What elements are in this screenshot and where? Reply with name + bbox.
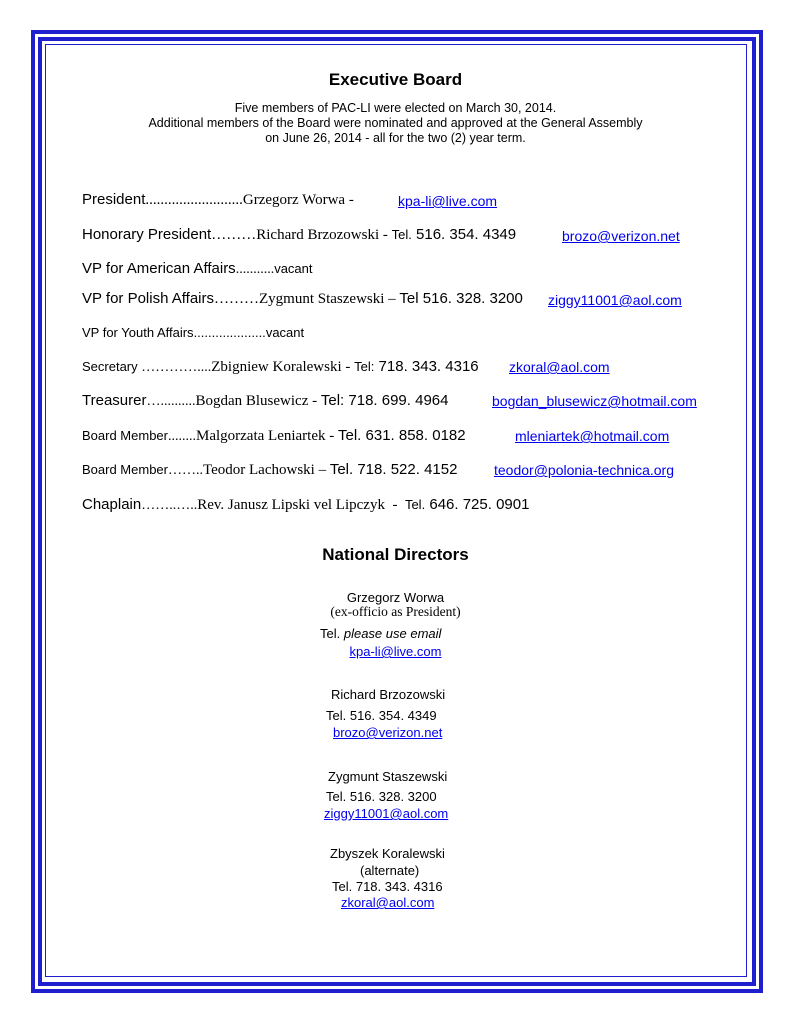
- role-label: Board Member: [82, 428, 168, 443]
- intro-line-2: Additional members of the Board were nominated and approved at the General Assembly: [148, 116, 643, 130]
- separator: -: [325, 428, 338, 444]
- director-4-email-link[interactable]: zkoral@aol.com: [341, 895, 435, 910]
- role-dots: ........: [167, 429, 196, 444]
- tel-label: Tel.: [320, 626, 344, 641]
- member-name: Grzegorz Worwa: [242, 192, 346, 208]
- role-label: Board Member: [82, 462, 168, 477]
- email-link-vp-polish[interactable]: ziggy11001@aol.com: [548, 292, 682, 308]
- director-1-name: Grzegorz Worwa: [346, 590, 445, 605]
- separator: -: [384, 497, 405, 513]
- member-name: vacant: [274, 261, 313, 276]
- tel-number: 718. 343. 4316: [374, 358, 479, 375]
- director-4-tel: Tel. 718. 343. 4316: [332, 879, 443, 894]
- role-dots: ………: [214, 291, 260, 307]
- role-label: Honorary President: [82, 226, 212, 243]
- director-3-name: Zygmunt Staszewski: [328, 769, 448, 784]
- tel-label: Tel:: [354, 359, 375, 374]
- intro-line-3: on June 26, 2014 - all for the two (2) year term.: [265, 131, 526, 145]
- member-name: Bogdan Blusewicz: [195, 393, 309, 409]
- director-2-name: Richard Brzozowski: [331, 687, 446, 702]
- tel-label: Tel.: [338, 427, 362, 444]
- director-3-tel: Tel. 516. 328. 3200: [326, 789, 437, 804]
- member-name: Teodor Lachowski: [202, 462, 315, 478]
- director-4-note: (alternate): [360, 863, 420, 878]
- tel-label: Tel.: [329, 461, 354, 478]
- role-label: Secretary: [82, 359, 142, 374]
- director-1-note: (ex-officio as President): [330, 604, 461, 619]
- role-dots: ....................: [193, 325, 266, 340]
- separator: –: [384, 291, 400, 307]
- intro-line-1: Five members of PAC-LI were elected on March 30, 2014.: [234, 101, 557, 115]
- role-dots: ..........................: [145, 192, 243, 208]
- separator: –: [314, 462, 330, 478]
- tel-label: Tel:: [320, 392, 345, 409]
- member-name: Richard Brzozowski: [256, 227, 380, 243]
- tel-number: 516. 354. 4349: [411, 226, 517, 243]
- role-label: Treasurer: [82, 392, 147, 409]
- director-2-tel: Tel. 516. 354. 4349: [326, 708, 437, 723]
- tel-label: Tel.: [404, 497, 426, 512]
- email-link-treasurer[interactable]: bogdan_blusewicz@hotmail.com: [492, 393, 697, 409]
- separator: -: [379, 227, 392, 243]
- board-row-vp-american: [82, 260, 313, 278]
- separator: -: [341, 359, 355, 375]
- board-row-board-member-2: [82, 461, 457, 479]
- separator: -: [308, 393, 321, 409]
- director-2-email-link[interactable]: brozo@verizon.net: [333, 725, 443, 740]
- tel-number: 516. 328. 3200: [418, 290, 523, 307]
- executive-board-title: Executive Board: [328, 70, 463, 89]
- tel-number: 646. 725. 0901: [425, 496, 530, 513]
- role-label: President: [82, 191, 146, 208]
- board-row-president: [82, 191, 354, 209]
- role-label: VP for Polish Affairs: [82, 290, 215, 307]
- separator: -: [345, 192, 354, 208]
- email-link-board-member-1[interactable]: mleniartek@hotmail.com: [515, 428, 670, 444]
- member-name: vacant: [265, 325, 305, 340]
- director-4-name: Zbyszek Koralewski: [330, 846, 445, 861]
- tel-number: 631. 858. 0182: [361, 427, 466, 444]
- member-name: Malgorzata Leniartek: [195, 428, 326, 444]
- board-row-vp-youth: [82, 324, 304, 342]
- tel-number: 718. 522. 4152: [353, 461, 458, 478]
- role-label: VP for American Affairs: [82, 260, 236, 277]
- board-row-honorary-president: [82, 226, 516, 244]
- role-label: Chaplain: [82, 496, 142, 513]
- national-directors-title: National Directors: [322, 545, 469, 564]
- director-1-email-wrap: [0, 643, 791, 661]
- role-dots: ………: [211, 227, 257, 243]
- director-1-tel: [320, 626, 441, 641]
- director-3-email-link[interactable]: ziggy11001@aol.com: [324, 806, 449, 821]
- board-row-treasurer: [82, 392, 448, 410]
- email-link-secretary[interactable]: zkoral@aol.com: [509, 359, 610, 375]
- role-dots: ...........: [235, 262, 275, 277]
- email-link-honorary-president[interactable]: brozo@verizon.net: [562, 228, 680, 244]
- member-name: Zygmunt Staszewski: [259, 291, 385, 307]
- tel-label: Tel.: [391, 227, 412, 242]
- role-dots: …..........: [146, 394, 196, 409]
- member-name: Zbigniew Koralewski: [211, 359, 342, 375]
- tel-value: please use email: [343, 626, 442, 641]
- role-label: VP for Youth Affairs: [82, 325, 194, 340]
- email-link-president[interactable]: kpa-li@live.com: [398, 193, 498, 209]
- board-row-board-member-1: [82, 427, 466, 445]
- role-dots: ……..…..: [141, 498, 198, 513]
- email-link-board-member-2[interactable]: teodor@polonia-technica.org: [494, 462, 674, 478]
- board-row-secretary: [82, 358, 479, 376]
- tel-label: Tel: [399, 290, 419, 307]
- director-1-email-link[interactable]: kpa-li@live.com: [349, 644, 442, 659]
- board-row-chaplain: [82, 496, 529, 514]
- role-dots: ……..: [167, 463, 203, 478]
- member-name: Rev. Janusz Lipski vel Lipczyk: [197, 497, 385, 513]
- role-dots: …………....: [141, 360, 212, 375]
- tel-number: 718. 699. 4964: [344, 392, 449, 409]
- board-row-vp-polish: [82, 290, 523, 308]
